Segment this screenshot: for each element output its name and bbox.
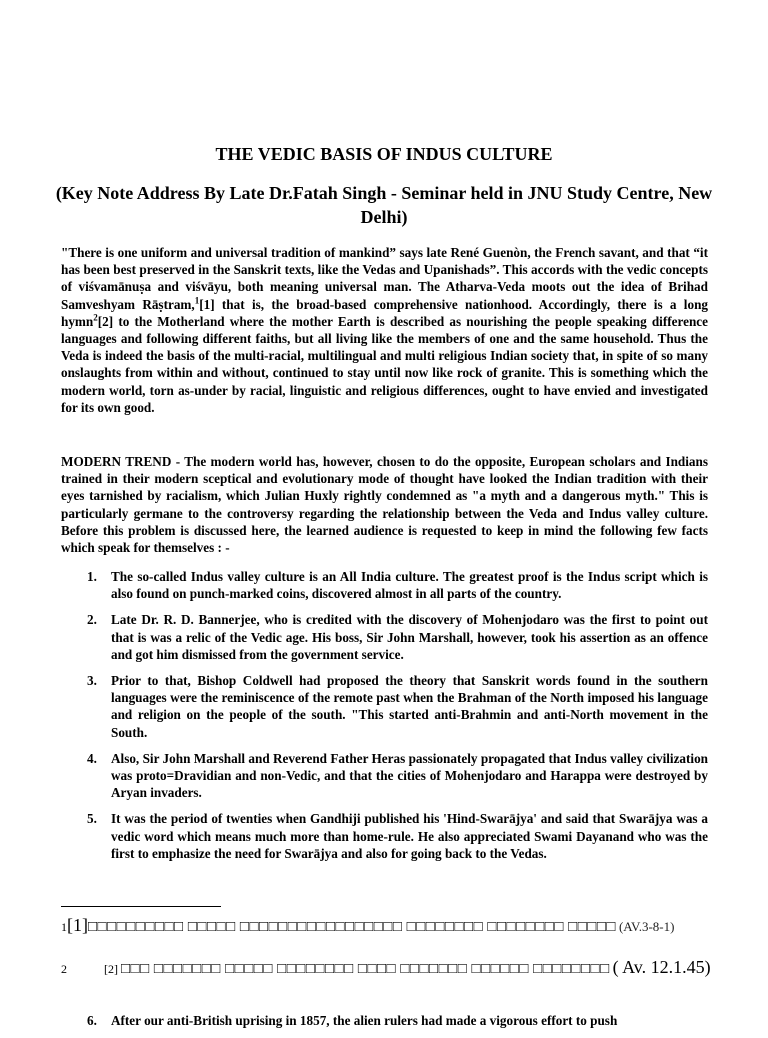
list-item-number: 5. — [87, 811, 97, 827]
list-item-number: 3. — [87, 673, 97, 689]
footnote-ref-1[interactable]: [1] — [199, 296, 215, 312]
page-subtitle: (Key Note Address By Late Dr.Fatah Singh - Seminar held in JNU Study Centre, New Delhi) — [55, 183, 713, 227]
footnote-2 — [61, 957, 721, 979]
facts-list-continued — [61, 1012, 708, 1038]
page-title: THE VEDIC BASIS OF INDUS CULTURE — [215, 144, 553, 164]
list-item-number: 2. — [87, 612, 97, 628]
list-item-text: Prior to that, Bishop Coldwell had proposed the theory that Sanskrit words found in the southern languages were the reminiscence of the remote past when the Brahman of the North imposed his language and religion on the people of the south. "This started anti-Brahmin and anti-North movement in the South. — [111, 673, 708, 740]
footnote-number: 2 — [61, 962, 67, 976]
footnote-sanskrit-text: □□□□□□□□□□ □□□□□ □□□□□□□□□□□□□□□□□ □□□□□□□□ □□□□□□□□ □□□□□ — [88, 919, 616, 935]
list-item-text: Also, Sir John Marshall and Reverend Father Heras passionately propagated that Indus valley civilization was proto=Dravidian and non-Vedic, and that the cities of Mohenjodaro and Harappa were destroyed by Aryan invaders. — [111, 750, 708, 801]
footnote-sup-2[interactable]: 2 — [93, 312, 98, 323]
footnote-divider — [61, 906, 221, 907]
list-item — [61, 1012, 708, 1029]
list-item — [61, 750, 708, 802]
footnote-1 — [61, 915, 721, 937]
footnote-marker[interactable]: [1] — [67, 915, 88, 935]
list-item-text: After our anti-British uprising in 1857, the alien rulers had made a vigorous effort to push — [111, 1013, 618, 1028]
list-item-text: Late Dr. R. D. Bannerjee, who is credited with the discovery of Mohenjodaro was the first to point out that is was a relic of the Vedic age. His boss, Sir John Marshall, however, took his assertion as an offence and got him dismissed from the government service. — [111, 612, 708, 662]
facts-list — [61, 568, 708, 871]
list-item-number: 6. — [87, 1013, 97, 1028]
intro-paragraph — [61, 244, 708, 416]
footnote-reference: ( Av. 12.1.45) — [612, 957, 711, 977]
list-item-text: It was the period of twenties when Gandhiji published his 'Hind-Swarājya' and said that Swarājya was a vedic word which means much more than home-rule. He also appreciated Swami Dayanand who was the first to emphasize the need for Swarājya and also for going back to the Vedas. — [111, 811, 708, 861]
list-item-number: 4. — [87, 750, 97, 766]
list-item — [61, 672, 708, 741]
list-item — [61, 568, 708, 602]
list-item-text: The so-called Indus valley culture is an All India culture. The greatest proof is the Indus script which is also found on punch-marked coins, discovered almost in all parts of the country. — [111, 569, 708, 602]
intro-text-a: "There is one uniform and universal tradition of mankind” says late René Guenòn, the French savant, and that “it has been best preserved in the Sanskrit texts, like the Vedas and Upanishads”. This accords with the vedic concepts of viśvamānuṣa and viśvāyu, both meaning universal man. The Atharva-Veda moots out the idea of Brihad Samveshyam Rāṣtram, — [61, 245, 708, 312]
footnote-reference: (AV.3-8-1) — [618, 919, 675, 934]
footnote-sanskrit-text: □□□ □□□□□□□ □□□□□ □□□□□□□□ □□□□ □□□□□□□ □□□□□□ □□□□□□□□ — [121, 961, 610, 977]
footnote-ref-2[interactable]: [2] — [97, 313, 114, 329]
footnote-number: 1 — [61, 920, 67, 934]
list-item — [61, 611, 708, 663]
intro-text-b: that is, the broad-based comprehensive nationhood. Accordingly, there is a long hymn — [61, 296, 708, 329]
list-item — [61, 810, 708, 862]
footnote-marker[interactable]: [2] — [104, 962, 118, 976]
list-item-number: 1. — [87, 569, 97, 584]
intro-text-c: to the Motherland where the mother Earth is described as nourishing the people speaking difference languages and following different faiths, but all living like the members of one and the same household. Thus the Veda is indeed the basis of the multi-racial, multilingual and multi religious Indian society that, in spite of so many onslaughts from within and without, continued to stay until now like rock of granite. This is something which the modern world, torn as-under by racial, linguistic and religious differences, ought to have envied and investigated for its own good. — [61, 313, 708, 415]
modern-trend-paragraph: MODERN TREND - The modern world has, however, chosen to do the opposite, European scholars and Indians trained in their modern sceptical and evolutionary mode of thought have looked the Indian tradition with their eyes tarnished by racialism, which Julian Huxly rightly condemned as "a myth and a dangerous myth." This is particularly germane to the controversy regarding the relationship between the Veda and Indus valley culture. Before this problem is discussed here, the learned audience is requested to keep in mind the following few facts which speak for themselves : - — [61, 454, 708, 556]
footnote-sup-1[interactable]: 1 — [194, 295, 200, 306]
